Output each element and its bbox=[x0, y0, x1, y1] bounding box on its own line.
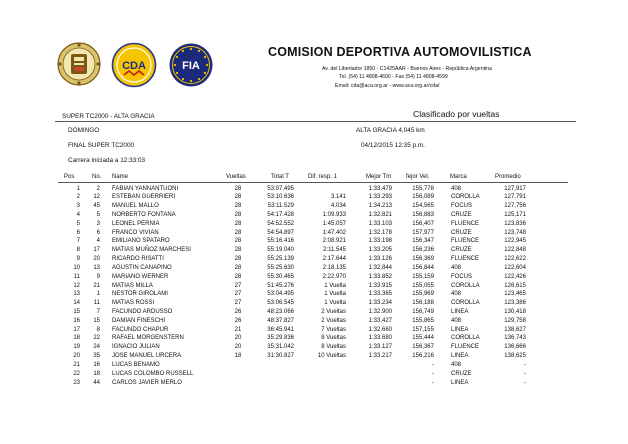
cell-name: FABIAN YANNANTUONI bbox=[112, 185, 179, 192]
cell-pos: 17 bbox=[73, 326, 80, 333]
cell-best-speed: 156,236 bbox=[412, 247, 434, 254]
cell-best-lap: 1:33.103 bbox=[368, 220, 392, 227]
col-best-lap: Mejor Tm bbox=[366, 174, 392, 180]
cell-gap: 1:47.402 bbox=[322, 229, 346, 236]
cell-no: 6 bbox=[96, 229, 100, 236]
cell-avg: 129,758 bbox=[504, 317, 526, 324]
cell-best-lap: 1:33.205 bbox=[368, 247, 392, 254]
cell-make: LINEA bbox=[451, 379, 469, 386]
cell-name: MATIAS MUÑOZ MARCHESI bbox=[112, 247, 191, 254]
cell-best-speed: 156,367 bbox=[412, 344, 434, 351]
header-email: Email: cda@aca.org.ar - www.aca.org.ar/cda/ bbox=[335, 83, 440, 89]
cell-total: 55:25.630 bbox=[267, 264, 294, 271]
cell-total: 55:30.465 bbox=[267, 273, 294, 280]
cell-laps: 28 bbox=[234, 185, 242, 192]
table-row bbox=[0, 290, 628, 299]
table-row bbox=[0, 326, 628, 335]
table-row bbox=[0, 202, 628, 211]
cell-pos: 13 bbox=[73, 291, 80, 298]
cell-best-speed: 156,407 bbox=[412, 220, 434, 227]
cell-avg: 130,418 bbox=[504, 308, 526, 315]
cell-total: 55:25.139 bbox=[267, 256, 294, 263]
cell-total: 53:10.636 bbox=[267, 194, 294, 201]
cell-best-speed: - bbox=[432, 379, 434, 386]
cell-gap: 2 Vueltas bbox=[321, 317, 346, 324]
cell-best-lap: 1:33.126 bbox=[368, 256, 392, 263]
cell-avg: 138,625 bbox=[504, 353, 526, 360]
cell-make: CRUZE bbox=[451, 229, 472, 236]
cell-name: MATIAS ROSSI bbox=[112, 300, 155, 307]
cell-gap: 8 Vueltas bbox=[321, 344, 346, 351]
cell-pos: 2 bbox=[76, 194, 80, 201]
cell-pos: 12 bbox=[73, 282, 80, 289]
cell-no: 21 bbox=[93, 282, 100, 289]
header-phone: Tel. (54) 11 4808-4690 - Fax (54) 11 4808-4599 bbox=[339, 74, 448, 80]
cell-pos: 18 bbox=[73, 335, 80, 342]
header-divider bbox=[55, 121, 576, 122]
event-track: ALTA GRACIA 4,045 km bbox=[356, 127, 425, 134]
cell-best-lap: 1:32.844 bbox=[368, 264, 392, 271]
cell-best-speed: 156,347 bbox=[412, 238, 434, 245]
col-pos: Pos bbox=[64, 174, 75, 180]
cell-best-speed: 156,089 bbox=[412, 194, 434, 201]
cell-best-lap: 1:33.127 bbox=[368, 344, 392, 351]
table-row bbox=[0, 370, 628, 379]
cell-laps: 28 bbox=[234, 229, 242, 236]
cell-no: 5 bbox=[96, 211, 100, 218]
cell-no: 45 bbox=[93, 203, 100, 210]
table-row bbox=[0, 185, 628, 194]
cell-best-lap: 1:33.680 bbox=[368, 335, 392, 342]
cell-best-speed: 156,883 bbox=[412, 211, 434, 218]
cell-best-speed: 155,969 bbox=[412, 291, 434, 298]
cell-gap: 2:17.644 bbox=[322, 256, 346, 263]
cell-pos: 3 bbox=[76, 203, 80, 210]
cell-make: COROLLA bbox=[451, 194, 480, 201]
table-header-divider bbox=[58, 182, 568, 183]
cell-best-speed: - bbox=[432, 361, 434, 368]
cell-gap: 8 Vueltas bbox=[321, 335, 346, 342]
cell-laps: 27 bbox=[234, 300, 242, 307]
cell-make: FLUENCE bbox=[451, 238, 480, 245]
col-make: Marca bbox=[450, 174, 467, 180]
cell-best-speed: 154,565 bbox=[412, 203, 434, 210]
cell-total: 35:31.042 bbox=[267, 344, 294, 351]
cell-total: 55:19.040 bbox=[267, 247, 294, 254]
table-row bbox=[0, 211, 628, 220]
cell-avg: - bbox=[524, 370, 526, 377]
cell-best-speed: 157,977 bbox=[412, 229, 434, 236]
cell-laps: 28 bbox=[234, 220, 242, 227]
cell-best-speed: - bbox=[432, 370, 434, 377]
cell-laps: 26 bbox=[234, 317, 242, 324]
cell-name: IGNACIO JULIAN bbox=[112, 344, 160, 351]
cell-no: 7 bbox=[96, 308, 100, 315]
cell-total: 54:17.428 bbox=[267, 211, 294, 218]
cell-avg: 127,756 bbox=[504, 203, 526, 210]
cell-no: 2 bbox=[96, 185, 100, 192]
cell-pos: 4 bbox=[76, 211, 80, 218]
cell-gap: 2:18.135 bbox=[322, 264, 346, 271]
table-row bbox=[0, 273, 628, 282]
cell-avg: 122,604 bbox=[504, 264, 526, 271]
cell-total: 54:52.552 bbox=[267, 220, 294, 227]
cell-no: 8 bbox=[96, 326, 100, 333]
cell-name: LUCAS BENAMO bbox=[112, 361, 160, 368]
cell-laps: 27 bbox=[234, 282, 242, 289]
cell-gap: 4.034 bbox=[330, 203, 346, 210]
cell-no: 35 bbox=[93, 353, 100, 360]
cell-pos: 1 bbox=[76, 185, 80, 192]
cell-avg: - bbox=[524, 379, 526, 386]
cell-pos: 9 bbox=[76, 256, 80, 263]
cell-best-lap: 1:33.234 bbox=[368, 300, 392, 307]
cell-make: 408 bbox=[451, 317, 462, 324]
cell-avg: 123,748 bbox=[504, 229, 526, 236]
cell-no: 3 bbox=[96, 220, 100, 227]
cell-total: 53:06.545 bbox=[267, 300, 294, 307]
table-header bbox=[0, 173, 628, 182]
cell-name: LEONEL PERNIA bbox=[112, 220, 160, 227]
table-row bbox=[0, 264, 628, 273]
cell-laps: 28 bbox=[234, 238, 242, 245]
cell-no: 12 bbox=[93, 194, 100, 201]
cell-best-speed: 156,369 bbox=[412, 256, 434, 263]
cell-name: JOSE MANUEL URCERA bbox=[112, 353, 182, 360]
cell-laps: 28 bbox=[234, 203, 242, 210]
cell-avg: 125,171 bbox=[504, 211, 526, 218]
cell-pos: 20 bbox=[73, 353, 80, 360]
cell-no: 22 bbox=[93, 335, 100, 342]
cell-best-lap: 1:32.821 bbox=[368, 211, 392, 218]
col-laps: Vueltas bbox=[226, 174, 246, 180]
cell-pos: 14 bbox=[73, 300, 80, 307]
cell-name: EMILIANO SPATARO bbox=[112, 238, 170, 245]
cell-total: 31:30.827 bbox=[267, 353, 294, 360]
cell-pos: 10 bbox=[73, 264, 80, 271]
table-row bbox=[0, 352, 628, 361]
organization-title: COMISION DEPORTIVA AUTOMOVILISTICA bbox=[268, 45, 532, 59]
cell-avg: 138,627 bbox=[504, 326, 526, 333]
cell-pos: 8 bbox=[76, 247, 80, 254]
cell-gap: 2:11.545 bbox=[323, 247, 346, 254]
cell-best-lap: 1:32.660 bbox=[368, 326, 392, 333]
header-address: Av. del Libertador 1850 - C1425AAR - Buenos Aires - República Argentina bbox=[322, 66, 492, 72]
cell-make: FLUENCE bbox=[451, 344, 480, 351]
event-session: FINAL SUPER TC2000 bbox=[68, 142, 135, 149]
cell-laps: 20 bbox=[234, 344, 242, 351]
cell-best-lap: 1:33.915 bbox=[368, 282, 392, 289]
cell-avg: - bbox=[524, 361, 526, 368]
col-total-time: Total T bbox=[271, 174, 289, 180]
cell-best-speed: 157,155 bbox=[412, 326, 434, 333]
cell-pos: 23 bbox=[73, 379, 80, 386]
cell-pos: 19 bbox=[73, 344, 80, 351]
cell-name: NORBERTO FONTANA bbox=[112, 211, 176, 218]
cell-laps: 28 bbox=[234, 194, 242, 201]
cell-no: 9 bbox=[96, 273, 100, 280]
cell-total: 35:29.836 bbox=[267, 335, 294, 342]
cell-name: RAFAEL MORGENSTERN bbox=[112, 335, 184, 342]
cell-no: 1 bbox=[96, 291, 100, 298]
table-row bbox=[0, 317, 628, 326]
cell-best-speed: 155,444 bbox=[412, 335, 434, 342]
cell-make: LINEA bbox=[451, 326, 469, 333]
aca-emblem-icon bbox=[57, 42, 101, 86]
cell-name: NESTOR GIROLAMI bbox=[112, 291, 168, 298]
cell-best-speed: 155,778 bbox=[412, 185, 434, 192]
event-day: DOMINGO bbox=[68, 127, 100, 134]
cell-gap: 2:22.970 bbox=[322, 273, 346, 280]
table-row bbox=[0, 361, 628, 370]
cell-make: LINEA bbox=[451, 353, 469, 360]
cell-laps: 20 bbox=[234, 335, 242, 342]
cell-make: COROLLA bbox=[451, 282, 480, 289]
cell-laps: 28 bbox=[234, 247, 242, 254]
table-row bbox=[0, 334, 628, 343]
cell-avg: 122,945 bbox=[504, 238, 526, 245]
cell-name: MANUEL MALLO bbox=[112, 203, 159, 210]
table-row bbox=[0, 308, 628, 317]
cell-avg: 122,622 bbox=[504, 256, 526, 263]
table-row bbox=[0, 379, 628, 388]
cell-make: LINEA bbox=[451, 308, 469, 315]
race-start-time: Carrera iniciada a 12:33:03 bbox=[68, 157, 146, 164]
cell-gap: 1:09.933 bbox=[322, 211, 346, 218]
cell-laps: 28 bbox=[234, 264, 242, 271]
cell-name: DAMIAN FINESCHI bbox=[112, 317, 166, 324]
cell-pos: 11 bbox=[73, 273, 80, 280]
cell-total: 53:11.529 bbox=[267, 203, 294, 210]
cell-best-speed: 156,188 bbox=[412, 300, 434, 307]
event-datetime: 04/12/2015 12:35 p.m. bbox=[361, 142, 425, 149]
table-row bbox=[0, 299, 628, 308]
cell-laps: 21 bbox=[234, 326, 242, 333]
cell-make: COROLLA bbox=[451, 300, 480, 307]
cell-avg: 136,666 bbox=[504, 344, 526, 351]
cell-name: FACUNDO CHAPUR bbox=[112, 326, 169, 333]
cell-total: 53:07.495 bbox=[267, 185, 294, 192]
col-avg-speed: Promedio bbox=[495, 174, 521, 180]
cell-no: 11 bbox=[93, 300, 100, 307]
cell-pos: 5 bbox=[76, 220, 80, 227]
cell-make: FLUENCE bbox=[451, 256, 480, 263]
cell-pos: 6 bbox=[76, 229, 80, 236]
cell-avg: 122,426 bbox=[504, 273, 526, 280]
cell-gap: 1 Vuelta bbox=[324, 300, 346, 307]
cell-total: 51:45.276 bbox=[267, 282, 294, 289]
table-row bbox=[0, 282, 628, 291]
cell-best-lap: 1:34.213 bbox=[368, 203, 392, 210]
cell-pos: 22 bbox=[73, 370, 80, 377]
cell-no: 4 bbox=[96, 238, 100, 245]
cell-make: CRUZE bbox=[451, 211, 472, 218]
col-name: Name bbox=[112, 174, 129, 180]
cell-best-lap: 1:33.427 bbox=[368, 317, 392, 324]
cell-best-lap: 1:33.479 bbox=[368, 185, 392, 192]
report-type: Clasificado por vueltas bbox=[413, 109, 500, 119]
cell-gap: 7 Vueltas bbox=[321, 326, 346, 333]
cell-avg: 126,615 bbox=[504, 282, 526, 289]
cell-best-speed: 155,055 bbox=[412, 282, 434, 289]
cell-laps: 27 bbox=[234, 291, 242, 298]
table-row bbox=[0, 343, 628, 352]
cell-name: MARIANO WERNER bbox=[112, 273, 169, 280]
cell-gap: 10 Vueltas bbox=[317, 353, 346, 360]
cell-best-speed: 156,749 bbox=[412, 308, 434, 315]
cell-make: FLUENCE bbox=[451, 220, 480, 227]
cell-pos: 21 bbox=[73, 361, 80, 368]
cell-avg: 122,848 bbox=[504, 247, 526, 254]
cell-name: ESTEBAN GUERRIERI bbox=[112, 194, 176, 201]
table-row bbox=[0, 246, 628, 255]
cell-laps: 18 bbox=[234, 353, 242, 360]
cell-name: CARLOS JAVIER MERLO bbox=[112, 379, 182, 386]
cell-make: CRUZE bbox=[451, 370, 472, 377]
cell-total: 48:23.066 bbox=[267, 308, 294, 315]
cell-best-lap: 1:32.178 bbox=[368, 229, 392, 236]
cell-name: AGUSTIN CANAPINO bbox=[112, 264, 172, 271]
cell-make: 408 bbox=[451, 264, 462, 271]
cell-laps: 28 bbox=[234, 256, 242, 263]
cell-total: 48:37.827 bbox=[267, 317, 294, 324]
cell-make: 408 bbox=[451, 185, 462, 192]
cell-total: 54:54.897 bbox=[267, 229, 294, 236]
cell-no: 16 bbox=[93, 361, 100, 368]
cell-laps: 28 bbox=[234, 211, 242, 218]
table-row bbox=[0, 220, 628, 229]
fia-logo-icon bbox=[168, 42, 212, 86]
cell-laps: 28 bbox=[234, 273, 242, 280]
cell-make: 408 bbox=[451, 291, 462, 298]
col-best-speed: fejor Vel. bbox=[406, 174, 430, 180]
cell-best-lap: 1:33.852 bbox=[368, 273, 392, 280]
cell-avg: 123,465 bbox=[504, 291, 526, 298]
cell-no: 17 bbox=[93, 247, 100, 254]
cell-no: 20 bbox=[93, 256, 100, 263]
cell-no: 24 bbox=[93, 344, 100, 351]
cell-total: 53:04.495 bbox=[267, 291, 294, 298]
cell-best-lap: 1:32.900 bbox=[368, 308, 392, 315]
cell-total: 36:45.941 bbox=[267, 326, 294, 333]
table-row bbox=[0, 237, 628, 246]
fia-logo-text: FIA bbox=[182, 60, 200, 72]
cell-make: FOCUS bbox=[451, 203, 472, 210]
event-series: SUPER TC2000 - ALTA GRACIA bbox=[62, 113, 155, 120]
cell-gap: 3.141 bbox=[330, 194, 346, 201]
cell-best-speed: 156,216 bbox=[412, 353, 434, 360]
cell-name: FACUNDO ARDUSSO bbox=[112, 308, 173, 315]
cell-make: 408 bbox=[451, 361, 462, 368]
cell-best-lap: 1:33.293 bbox=[368, 194, 392, 201]
col-gap: Dif. resp. 1 bbox=[308, 174, 338, 180]
cell-pos: 15 bbox=[73, 308, 80, 315]
cell-name: MATIAS MILLA bbox=[112, 282, 153, 289]
cell-no: 44 bbox=[93, 379, 100, 386]
cell-make: COROLLA bbox=[451, 335, 480, 342]
cell-avg: 123,386 bbox=[504, 300, 526, 307]
cell-no: 15 bbox=[93, 317, 100, 324]
cell-avg: 123,836 bbox=[504, 220, 526, 227]
table-row bbox=[0, 193, 628, 202]
cell-gap: 1:45.057 bbox=[322, 220, 346, 227]
cell-best-speed: 155,865 bbox=[412, 317, 434, 324]
cell-best-lap: 1:33.365 bbox=[368, 291, 392, 298]
cell-name: FRANCO VIVIAN bbox=[112, 229, 159, 236]
cell-best-speed: 156,844 bbox=[412, 264, 434, 271]
cell-name: RICARDO RISATTI bbox=[112, 256, 164, 263]
cell-laps: 26 bbox=[234, 308, 242, 315]
cell-pos: 7 bbox=[76, 238, 80, 245]
cell-gap: 2:08.921 bbox=[322, 238, 346, 245]
cell-no: 18 bbox=[93, 370, 100, 377]
cell-best-lap: 1:33.198 bbox=[368, 238, 392, 245]
cell-gap: 2 Vueltas bbox=[321, 308, 346, 315]
cell-total: 55:16.416 bbox=[267, 238, 294, 245]
table-row bbox=[0, 229, 628, 238]
cell-best-lap: 1:33.217 bbox=[368, 353, 392, 360]
cell-avg: 136,743 bbox=[504, 335, 526, 342]
cell-best-speed: 155,159 bbox=[412, 273, 434, 280]
cda-logo-icon bbox=[111, 42, 155, 86]
cell-make: FOCUS bbox=[451, 273, 472, 280]
cell-name: LUCAS COLOMBO RUSSELL bbox=[112, 370, 194, 377]
cda-logo-text: CDA bbox=[122, 60, 146, 72]
cell-make: CRUZE bbox=[451, 247, 472, 254]
cell-avg: 127,791 bbox=[504, 194, 526, 201]
cell-pos: 16 bbox=[73, 317, 80, 324]
table-row bbox=[0, 255, 628, 264]
cell-no: 13 bbox=[93, 264, 100, 271]
col-no: No. bbox=[92, 174, 102, 180]
cell-gap: 1 Vuelta bbox=[324, 282, 346, 289]
cell-gap: 1 Vuelta bbox=[324, 291, 346, 298]
cell-avg: 127,917 bbox=[504, 185, 526, 192]
